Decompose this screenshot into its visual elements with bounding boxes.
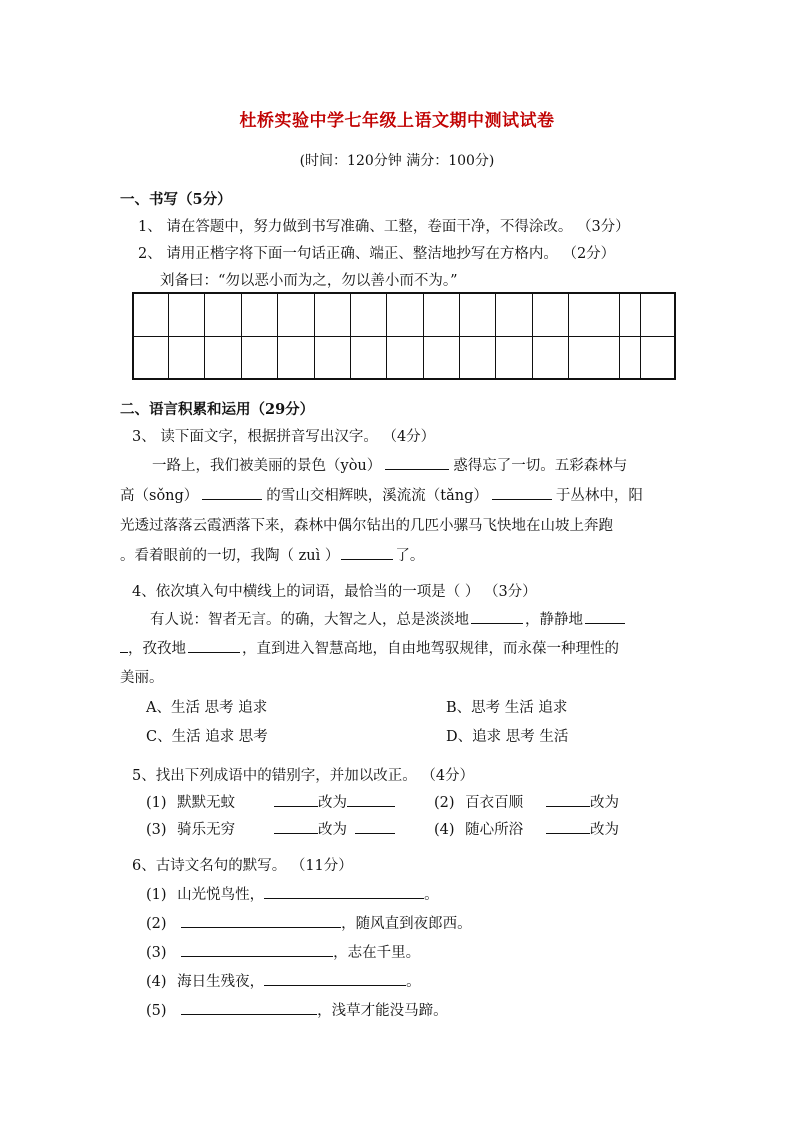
q5-item-3-text: 骑乐无穷 (177, 822, 236, 838)
q5-blank-4a[interactable] (546, 819, 590, 834)
q5-item-1-text: 默默无蚊 (177, 795, 236, 811)
q5-change-label: 改为 (318, 822, 347, 838)
q6-blank-2[interactable] (181, 913, 341, 928)
q4-option-d[interactable]: D、追求 思考 生活 (446, 729, 569, 745)
grid-row-divider (134, 336, 674, 337)
q5-change-label: 改为 (590, 795, 619, 811)
q5-item-4-text: 随心所浴 (465, 822, 524, 838)
q3-blank-4[interactable] (341, 545, 393, 560)
q5-blank-2a[interactable] (546, 792, 590, 807)
q4-line2-b: ，直到进入智慧高地，自由地驾驭规律，而永葆一种理性的 (242, 641, 619, 657)
q3-line2-c: 于丛林中，阳 (555, 488, 643, 504)
q4-blank-3[interactable] (188, 638, 240, 653)
grid-col-divider (568, 294, 569, 378)
q3-blank-1[interactable] (385, 455, 449, 470)
grid-col-divider (619, 294, 620, 378)
q5-item-3 (146, 818, 235, 839)
exam-title: 杜桥实验中学七年级上语文期中测试试卷 (239, 111, 555, 131)
q6-item-4-num: (4) (146, 974, 167, 990)
q6-item-2 (146, 912, 472, 933)
q6-item-2-num: (2) (146, 916, 167, 932)
q6-item-1 (146, 883, 439, 904)
q3-line4 (120, 544, 424, 565)
section1-heading: 一、书写（5分） (120, 191, 232, 208)
q6-item-4-after: 。 (406, 974, 421, 990)
q4-blank-2-cont[interactable] (120, 638, 128, 653)
q5-blank-1b[interactable] (347, 792, 395, 807)
grid-col-divider (168, 294, 169, 378)
q5-item-2-answer (546, 791, 619, 812)
q6-blank-4[interactable] (264, 971, 406, 986)
grid-col-divider (277, 294, 278, 378)
q5-item-4-answer (546, 818, 619, 839)
q2-text: 2、 请用正楷字将下面一句话正确、端正、整洁地抄写在方格内。 （2分） (138, 246, 616, 262)
writing-grid[interactable] (132, 292, 676, 380)
q5-item-4 (434, 818, 523, 839)
q3-line1-b: 惑得忘了一切。五彩森林与 (453, 458, 628, 474)
q6-item-2-after: ，随风直到夜郎西。 (341, 916, 472, 932)
q6-prompt: 6、古诗文名句的默写。 （11分） (132, 858, 353, 874)
grid-col-divider (459, 294, 460, 378)
q5-item-1 (146, 791, 235, 812)
q3-line1 (152, 454, 627, 475)
grid-col-divider (350, 294, 351, 378)
q5-blank-3a[interactable] (274, 819, 318, 834)
q4-option-c[interactable]: C、生活 追求 思考 (146, 729, 268, 745)
q5-item-1-num: (1) (146, 795, 167, 811)
q5-item-2-text: 百衣百顺 (465, 795, 524, 811)
q6-item-5-after: ，浅草才能没马蹄。 (317, 1003, 448, 1019)
grid-col-divider (640, 294, 641, 378)
q5-prompt: 5、找出下列成语中的错别字，并加以改正。 （4分） (132, 768, 475, 784)
grid-col-divider (423, 294, 424, 378)
q4-line1 (150, 608, 627, 629)
q5-change-label: 改为 (318, 795, 347, 811)
q6-item-1-before: 山光悦鸟性， (177, 887, 265, 903)
q6-item-1-after: 。 (424, 887, 439, 903)
q4-line1-a: 有人说：智者无言。的确，大智之人，总是淡淡地 (150, 612, 469, 628)
q5-item-3-answer (274, 818, 395, 839)
q1-text: 1、 请在答题中，努力做到书写准确、工整，卷面干净，不得涂改。 （3分） (138, 219, 630, 235)
q3-line4-a: 。看着眼前的一切，我陶（ zuì ） (120, 548, 340, 564)
q5-blank-1a[interactable] (274, 792, 318, 807)
q6-item-3-num: (3) (146, 945, 167, 961)
q3-blank-2[interactable] (202, 485, 262, 500)
grid-col-divider (386, 294, 387, 378)
q4-blank-2[interactable] (585, 609, 625, 624)
q4-option-a[interactable]: A、生活 思考 追求 (146, 700, 268, 716)
q6-item-3-after: ，志在千里。 (333, 945, 421, 961)
grid-col-divider (314, 294, 315, 378)
grid-col-divider (204, 294, 205, 378)
q6-item-4-before: 海日生残夜， (177, 974, 265, 990)
q6-blank-5[interactable] (181, 1000, 317, 1015)
q3-line1-a: 一路上，我们被美丽的景色（yòu） (152, 458, 382, 474)
q3-line3: 光透过落落云霞洒落下来，森林中偶尔钻出的几匹小骡马飞快地在山坡上奔跑 (120, 518, 613, 534)
q5-change-label: 改为 (590, 822, 619, 838)
q4-line2-a: ，孜孜地 (128, 641, 186, 657)
q6-item-4 (146, 970, 421, 991)
grid-col-divider (241, 294, 242, 378)
q5-item-1-answer (274, 791, 395, 812)
q4-option-b[interactable]: B、思考 生活 追求 (446, 700, 568, 716)
grid-col-divider (495, 294, 496, 378)
q6-item-5 (146, 999, 448, 1020)
q5-blank-3b[interactable] (355, 819, 395, 834)
q3-line2 (120, 484, 643, 505)
q4-line2 (120, 637, 619, 658)
q3-blank-3[interactable] (492, 485, 552, 500)
q6-item-1-num: (1) (146, 887, 167, 903)
q4-line3: 美丽。 (120, 670, 164, 686)
q5-item-2-num: (2) (434, 795, 455, 811)
exam-subtitle: (时间：120分钟 满分：100分) (299, 153, 495, 169)
q3-line2-b: 的雪山交相辉映，溪流流（tǎng） (266, 488, 488, 504)
q4-blank-1[interactable] (471, 609, 523, 624)
q6-item-5-num: (5) (146, 1003, 167, 1019)
q6-item-3 (146, 941, 420, 962)
q6-blank-3[interactable] (181, 942, 333, 957)
grid-col-divider (532, 294, 533, 378)
section2-heading: 二、语言积累和运用（29分） (120, 401, 315, 418)
q2-quote: 刘备曰：“勿以恶小而为之，勿以善小而不为。” (160, 273, 458, 289)
q4-prompt: 4、依次填入句中横线上的词语，最恰当的一项是（ ） （3分） (132, 584, 537, 600)
q5-item-4-num: (4) (434, 822, 455, 838)
q4-line1-b: ，静静地 (525, 612, 583, 628)
q3-line4-b: 了。 (395, 548, 425, 564)
q3-prompt: 3、 读下面文字，根据拼音写出汉字。 （4分） (132, 429, 436, 445)
q5-item-3-num: (3) (146, 822, 167, 838)
q6-blank-1[interactable] (264, 884, 424, 899)
q5-item-2 (434, 791, 523, 812)
q3-line2-a: 高（sǒng） (120, 488, 199, 504)
